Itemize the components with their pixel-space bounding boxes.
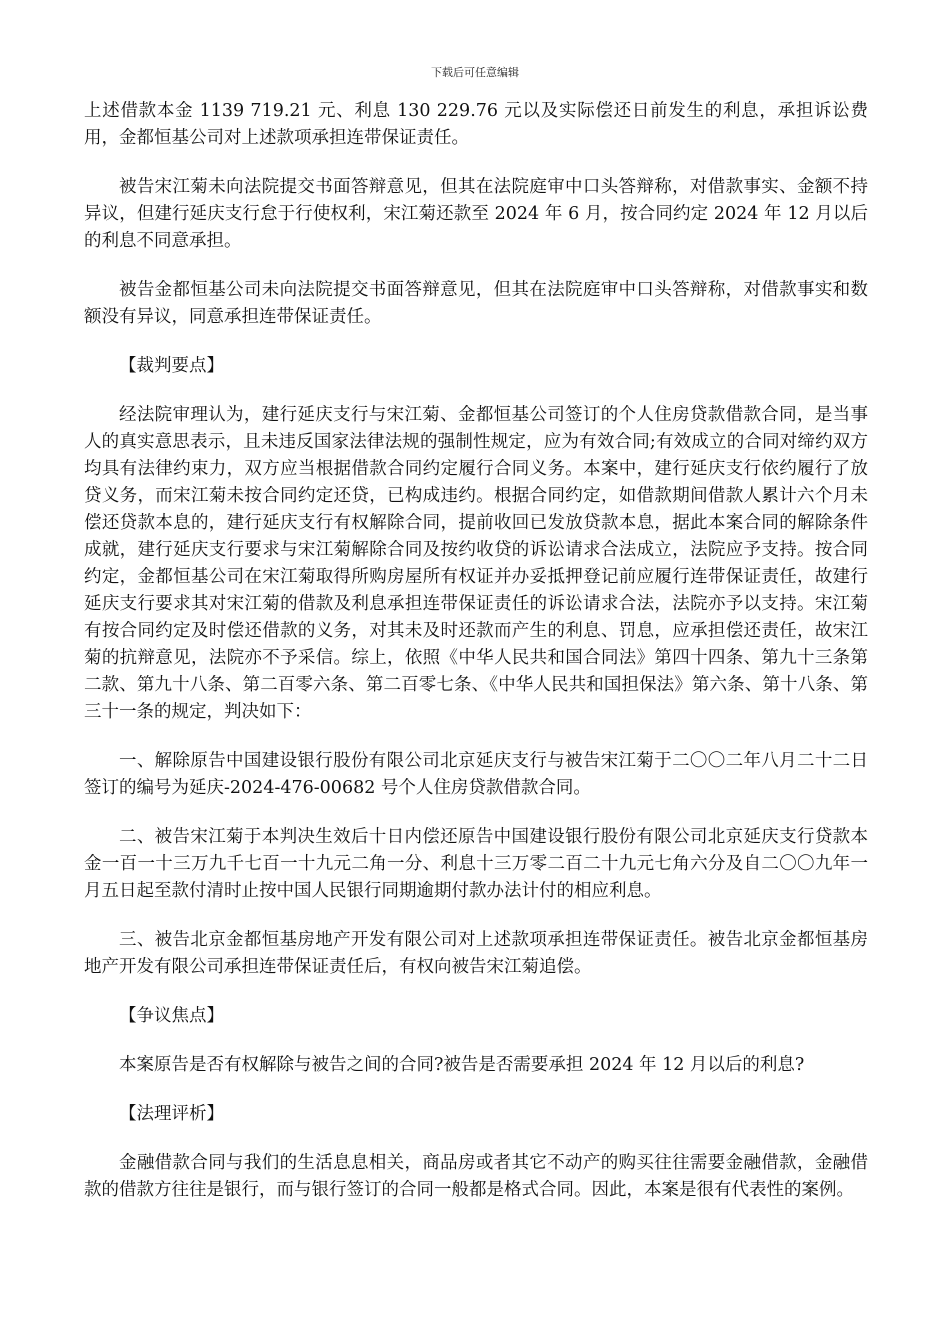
paragraph-defendant-jindu-defense: 被告金都恒基公司未向法院提交书面答辩意见，但其在法院庭审中口头答辩称，对借款事实和数额没有异议，同意承担连带保证责任。 [84, 280, 868, 327]
paragraph-judgment-item-2: 二、被告宋江菊于本判决生效后十日内偿还原告中国建设银行股份有限公司北京延庆支行贷款本金一百一十三万九千七百一十九元二角一分、利息十三万零二百二十九元七角六分及自二〇〇九年一月五日起至款付清时止按中国人民银行同期逾期付款办法计付的相应利息。 [84, 827, 868, 901]
page-header-note: 下载后可任意编辑 [431, 66, 519, 79]
paragraph-judgment-item-3: 三、被告北京金都恒基房地产开发有限公司对上述款项承担连带保证责任。被告北京金都恒基房地产开发有限公司承担连带保证责任后，有权向被告宋江菊追偿。 [84, 930, 868, 977]
paragraph-court-reasoning: 经法院审理认为，建行延庆支行与宋江菊、金都恒基公司签订的个人住房贷款借款合同，是当事人的真实意思表示，且未违反国家法律法规的强制性规定，应为有效合同;有效成立的合同对缔约双方均具有法律约束力，双方应当根据借款合同约定履行合同义务。本案中，建行延庆支行依约履行了放贷义务，而宋江菊未按合同约定还贷，已构成违约。根据合同约定，如借款期间借款人累计六个月未偿还贷款本息的，建行延庆支行有权解除合同，提前收回已发放贷款本息，据此本案合同的解除条件成就，建行延庆支行要求与宋江菊解除合同及按约收贷的诉讼请求合法成立，法院应予支持。按合同约定，金都恒基公司在宋江菊取得所购房屋所有权证并办妥抵押登记前应履行连带保证责任，故建行延庆支行要求其对宋江菊的借款及利息承担连带保证责任的诉讼请求合法，法院亦予以支持。宋江菊有按合同约定及时偿还借款的义务，对其未及时还款而产生的利息、罚息，应承担偿还责任，故宋江菊的抗辩意见，法院亦不予采信。综上，依照《中华人民共和国合同法》第四十四条、第九十三条第二款、第九十八条、第二百零六条、第二百零七条、《中华人民共和国担保法》第六条、第十八条、第三十一条的规定，判决如下： [84, 405, 868, 722]
document-body [84, 98, 868, 1226]
paragraph-judgment-item-1: 一、解除原告中国建设银行股份有限公司北京延庆支行与被告宋江菊于二〇〇二年八月二十二日签订的编号为延庆-2024-476-00682 号个人住房贷款借款合同。 [84, 751, 868, 798]
section-heading-dispute-focus: 【争议焦点】 [119, 1006, 224, 1026]
section-heading-ruling-points: 【裁判要点】 [119, 356, 224, 376]
paragraph-dispute-question: 本案原告是否有权解除与被告之间的合同?被告是否需要承担 2024 年 12 月以后的利息? [119, 1055, 805, 1075]
paragraph-claim-amounts: 上述借款本金 1139 719.21 元、利息 130 229.76 元以及实际偿还日前发生的利息，承担诉讼费用，金都恒基公司对上述款项承担连带保证责任。 [84, 101, 868, 148]
paragraph-defendant-song-defense: 被告宋江菊未向法院提交书面答辩意见，但其在法院庭审中口头答辩称，对借款事实、金额不持异议，但建行延庆支行怠于行使权利，宋江菊还款至 2024 年 6 月，按合同约定 2024 年 12 月以后的利息不同意承担。 [84, 177, 868, 251]
paragraph-legal-analysis: 金融借款合同与我们的生活息息相关，商品房或者其它不动产的购买往往需要金融借款，金融借款的借款方往往是银行，而与银行签订的合同一般都是格式合同。因此，本案是很有代表性的案例。 [84, 1153, 868, 1200]
section-heading-legal-analysis: 【法理评析】 [119, 1104, 224, 1124]
